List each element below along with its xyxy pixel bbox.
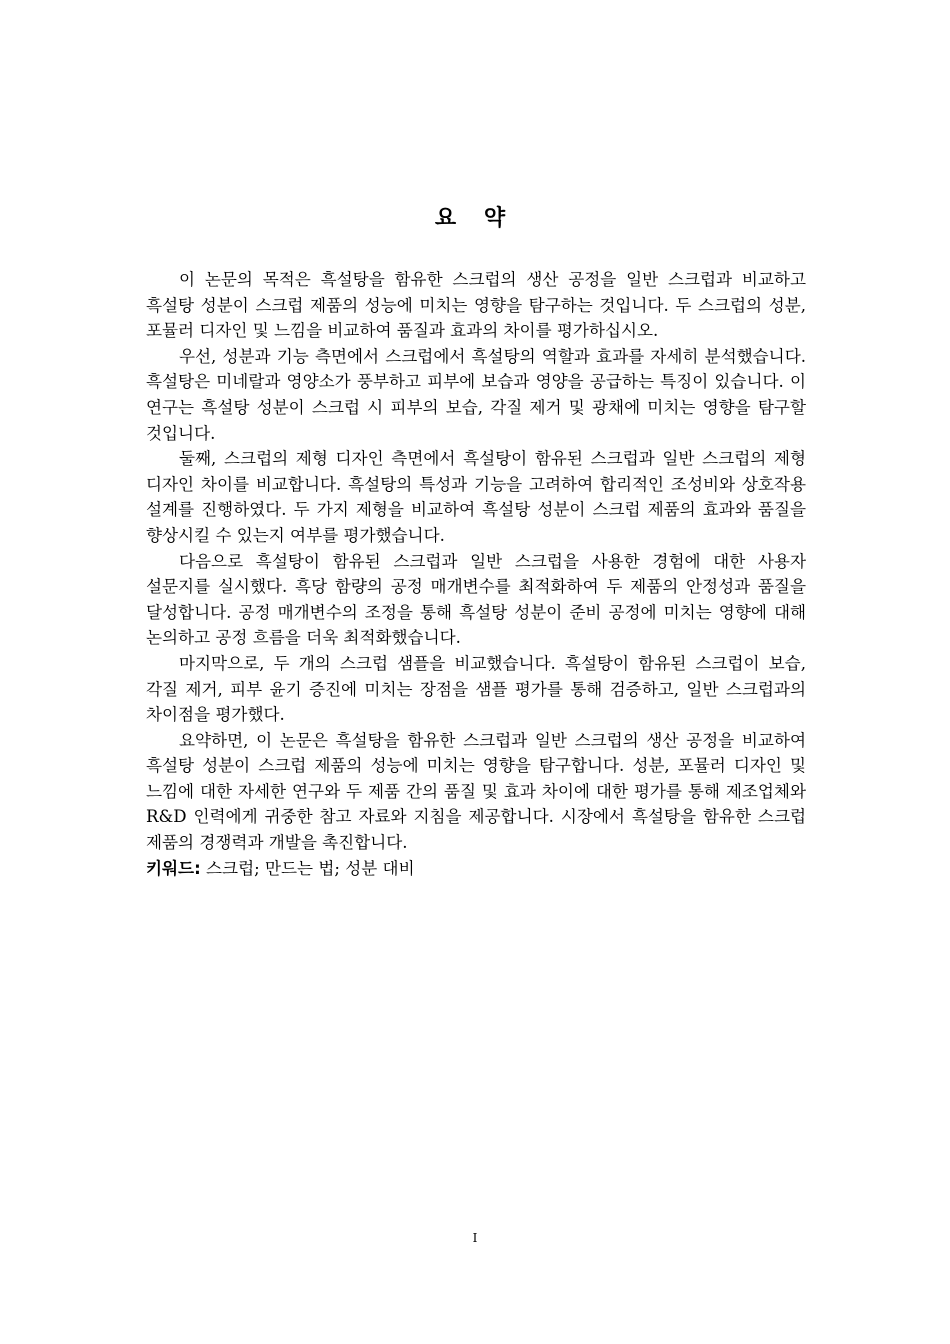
page-number: I	[472, 1231, 478, 1245]
keywords-list: 스크럽; 만드는 법; 성분 대비	[206, 858, 415, 878]
abstract-paragraph-3: 둘째, 스크럽의 제형 디자인 측면에서 흑설탕이 함유된 스크럽과 일반 스크럽의 제형 디자인 차이를 비교합니다. 흑설탕의 특성과 기능을 고려하여 합리적인 조성비와 상호작용 설계를 진행하였다. 두 가지 제형을 비교하여 흑설탕 성분이 스크럽 제품의 효과와 품질을 향상시킬 수 있는지 여부를 평가했습니다.	[146, 449, 806, 545]
abstract-body	[146, 267, 806, 881]
keywords-line	[146, 856, 806, 882]
abstract-paragraph-4: 다음으로 흑설탕이 함유된 스크럽과 일반 스크럽을 사용한 경험에 대한 사용자 설문지를 실시했다. 흑당 함량의 공정 매개변수를 최적화하여 두 제품의 안정성과 품질을 달성합니다. 공정 매개변수의 조정을 통해 흑설탕 성분이 준비 공정에 미치는 영향에 대해 논의하고 공정 흐름을 더욱 최적화했습니다.	[146, 551, 806, 648]
abstract-paragraph-5: 마지막으로, 두 개의 스크럽 샘플을 비교했습니다. 흑설탕이 함유된 스크럽이 보습, 각질 제거, 피부 윤기 증진에 미치는 장점을 샘플 평가를 통해 검증하고, 일반 스크럽과의 차이점을 평가했다.	[146, 653, 806, 725]
abstract-paragraph-6: 요약하면, 이 논문은 흑설탕을 함유한 스크럽과 일반 스크럽의 생산 공정을 비교하여 흑설탕 성분이 스크럽 제품의 성능에 미치는 영향을 탐구합니다. 성분, 포뮬러 디자인 및 느낌에 대한 자세한 연구와 두 제품 간의 품질 및 효과 차이에 대한 평가를 통해 제조업체와 R&D 인력에게 귀중한 참고 자료와 지침을 제공합니다. 시장에서 흑설탕을 함유한 스크럽 제품의 경쟁력과 개발을 촉진합니다.	[146, 730, 806, 853]
abstract-paragraph-2: 우선, 성분과 기능 측면에서 스크럽에서 흑설탕의 역할과 효과를 자세히 분석했습니다. 흑설탕은 미네랄과 영양소가 풍부하고 피부에 보습과 영양을 공급하는 특징이 있습니다. 이 연구는 흑설탕 성분이 스크럽 시 피부의 보습, 각질 제거 및 광채에 미치는 영향을 탐구할 것입니다.	[146, 346, 806, 443]
abstract-paragraph-1: 이 논문의 목적은 흑설탕을 함유한 스크럽의 생산 공정을 일반 스크럽과 비교하고 흑설탕 성분이 스크럽 제품의 성능에 미치는 영향을 탐구하는 것입니다. 두 스크럽의 성분, 포뮬러 디자인 및 느낌을 비교하여 품질과 효과의 차이를 평가하십시오.	[146, 270, 806, 341]
abstract-title: 요 약	[434, 206, 516, 231]
keywords-label: 키워드:	[146, 858, 201, 878]
